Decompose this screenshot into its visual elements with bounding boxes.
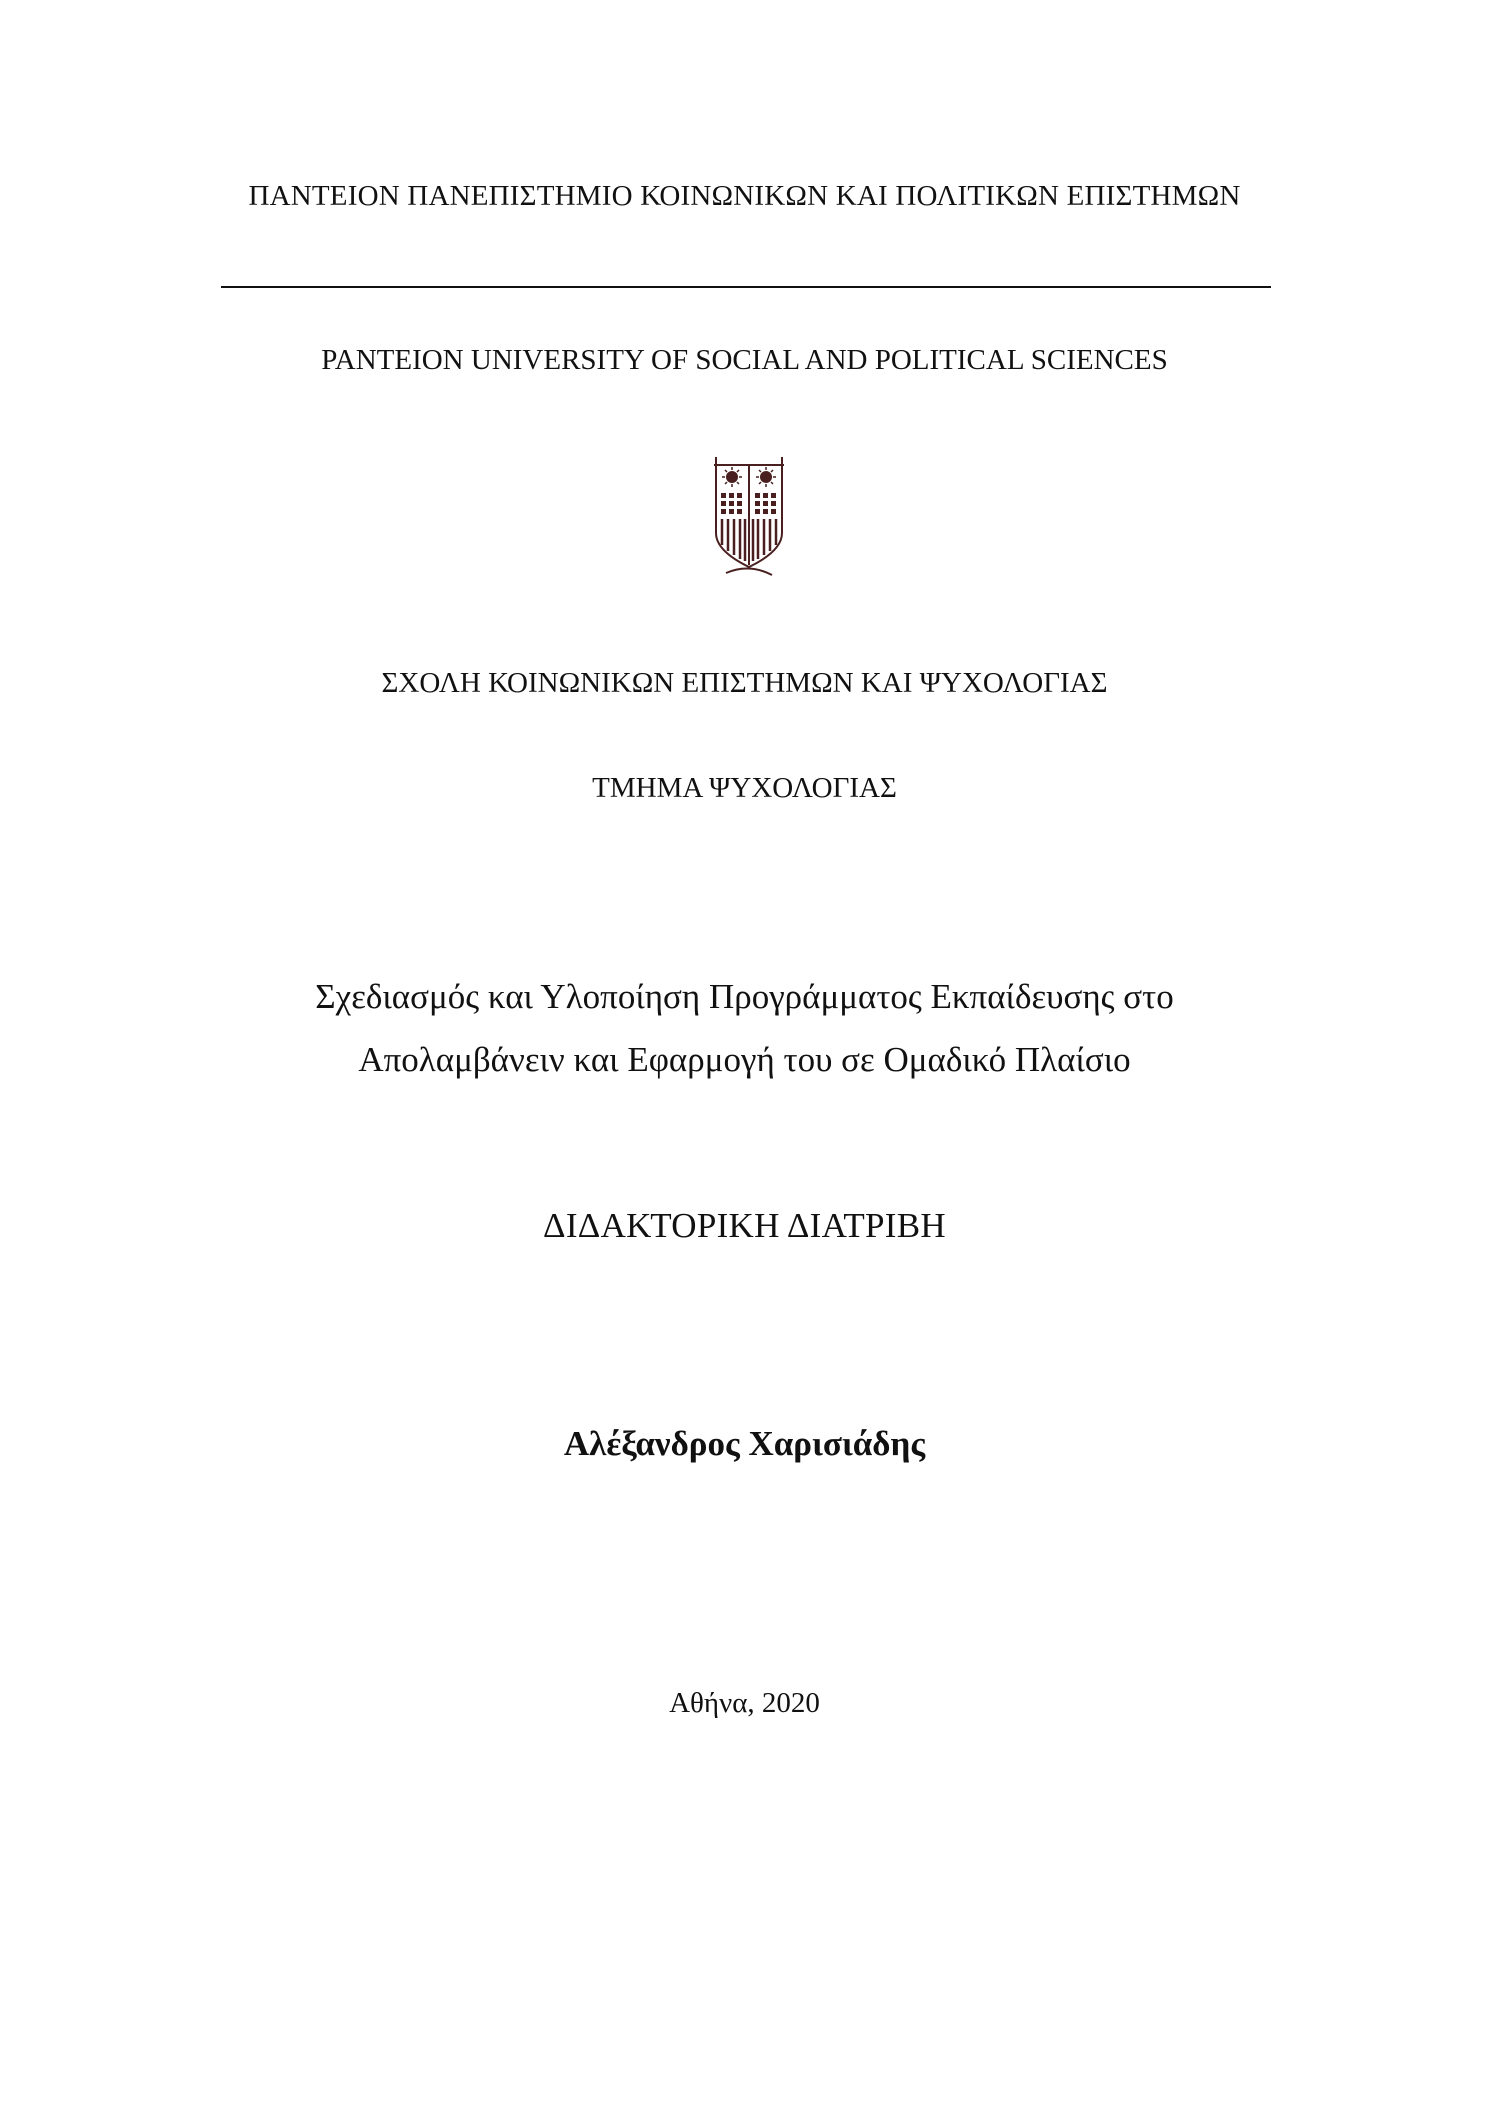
university-crest-icon bbox=[712, 455, 786, 583]
header-divider bbox=[221, 286, 1271, 288]
document-type: ΔΙΔΑΚΤΟΡΙΚΗ ΔΙΑΤΡΙΒΗ bbox=[543, 1206, 946, 1245]
place-date: Αθήνα, 2020 bbox=[669, 1687, 820, 1719]
thesis-title-line-2: Απολαμβάνειν και Εφαρμογή του σε Ομαδικό Πλαίσιο bbox=[358, 1040, 1131, 1079]
author-name: Αλέξανδρος Χαρισιάδης bbox=[563, 1424, 926, 1463]
university-name-english: PANTEION UNIVERSITY OF SOCIAL AND POLITICAL SCIENCES bbox=[321, 344, 1168, 376]
school-name: ΣΧΟΛΗ ΚΟΙΝΩΝΙΚΩΝ ΕΠΙΣΤΗΜΩΝ ΚΑΙ ΨΥΧΟΛΟΓΙΑΣ bbox=[381, 667, 1108, 699]
thesis-title-line-1: Σχεδιασμός και Υλοποίηση Προγράμματος Εκπαίδευσης στο bbox=[315, 977, 1174, 1016]
university-name-greek: ΠΑΝΤΕΙΟΝ ΠΑΝΕΠΙΣΤΗΜΙΟ ΚΟΙΝΩΝΙΚΩΝ ΚΑΙ ΠΟΛΙΤΙΚΩΝ ΕΠΙΣΤΗΜΩΝ bbox=[248, 180, 1241, 212]
department-name: ΤΜΗΜΑ ΨΥΧΟΛΟΓΙΑΣ bbox=[592, 772, 897, 804]
